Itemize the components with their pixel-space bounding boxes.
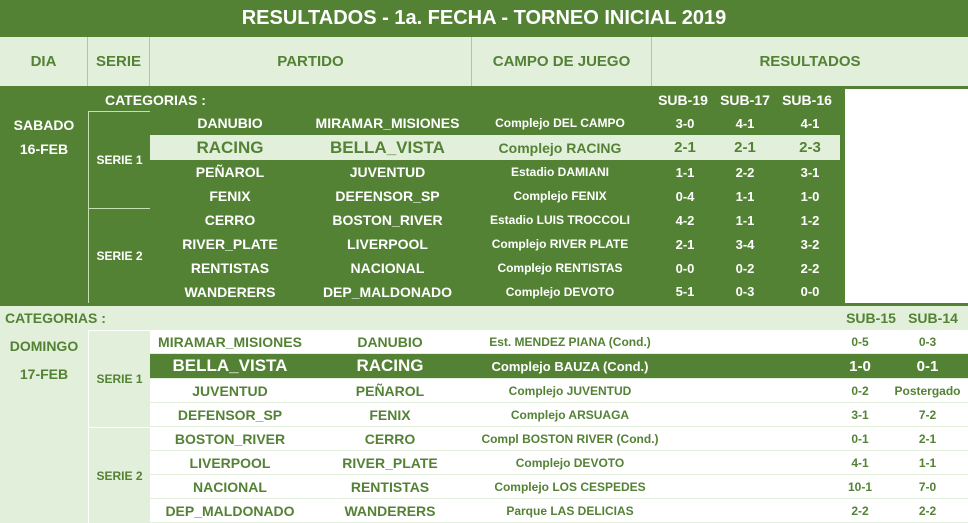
match-r2: 7-2: [918, 407, 937, 422]
match-r1: 0-1: [851, 431, 869, 446]
day1-serie1: SERIE 1: [88, 111, 150, 208]
day1-day: SABADO: [13, 117, 75, 133]
day1-day-cell: [0, 111, 88, 303]
match-r2: 0-1: [916, 357, 939, 375]
day1-category-3: SUB-16: [782, 92, 832, 108]
day2-match-row: [150, 403, 968, 427]
match-r1: 0-0: [675, 260, 695, 276]
match-field: Est. MENDEZ PIANA (Cond.): [489, 334, 651, 349]
match-field: Complejo RIVER PLATE: [491, 237, 629, 251]
match-away: BELLA_VISTA: [330, 137, 445, 157]
match-r2: 3-4: [735, 236, 755, 252]
match-home: RIVER_PLATE: [182, 236, 278, 252]
day2-match-row: [150, 354, 968, 379]
match-away: MIRAMAR_MISIONES: [315, 115, 460, 131]
match-field: Complejo JUVENTUD: [508, 383, 632, 398]
match-home: CERRO: [204, 212, 256, 228]
match-r1: 5-1: [675, 284, 695, 299]
day1-category-1: SUB-19: [658, 92, 708, 108]
day2-date: 17-FEB: [19, 366, 69, 382]
match-r2: 2-2: [735, 164, 755, 180]
match-field: Parque LAS DELICIAS: [506, 503, 634, 518]
match-home: LIVERPOOL: [189, 454, 271, 471]
day2-match-row: [150, 475, 968, 499]
match-r3: 2-3: [799, 139, 821, 156]
page-title: RESULTADOS - 1a. FECHA - TORNEO INICIAL 2019: [0, 0, 968, 37]
day1-match-row: [150, 111, 845, 135]
day1-match-row: [150, 160, 845, 184]
match-r3: 3-2: [800, 236, 820, 252]
match-field: Complejo DEVOTO: [515, 455, 625, 470]
match-r1: 0-4: [675, 188, 695, 204]
match-home: JUVENTUD: [192, 382, 268, 399]
match-away: NACIONAL: [350, 260, 425, 276]
day2-category-2: SUB-14: [908, 310, 958, 326]
match-away: DANUBIO: [357, 333, 423, 350]
match-r2: 2-2: [918, 503, 937, 518]
match-r2: 2-1: [734, 139, 756, 156]
day1-match-row: [150, 280, 845, 303]
match-r2: 1-1: [918, 455, 937, 470]
match-r1: 0-5: [851, 334, 869, 349]
day1-date: 16-FEB: [19, 141, 69, 157]
match-away: FENIX: [369, 406, 411, 423]
match-r3: 2-2: [800, 260, 820, 276]
match-r3: 0-0: [800, 284, 820, 299]
match-field: Complejo ARSUAGA: [510, 407, 630, 422]
match-home: DEP_MALDONADO: [165, 502, 295, 519]
day2-match-row: [150, 330, 968, 354]
match-r1: 2-1: [675, 236, 695, 252]
match-home: DEFENSOR_SP: [177, 406, 283, 423]
day2-match-row: [150, 451, 968, 475]
day2-serie2: SERIE 2: [88, 427, 150, 523]
match-field: Complejo DEL CAMPO: [495, 116, 625, 130]
match-r1: 3-1: [851, 407, 869, 422]
day2-match-row: [150, 379, 968, 403]
match-r2: 4-1: [735, 115, 755, 131]
match-away: RIVER_PLATE: [342, 454, 438, 471]
match-r2: 1-1: [735, 212, 755, 228]
match-home: DANUBIO: [197, 115, 263, 131]
match-away: LIVERPOOL: [347, 236, 428, 252]
match-field: Complejo BAUZA (Cond.): [491, 358, 649, 374]
match-r1: 2-2: [851, 503, 869, 518]
day1-match-row: [150, 256, 845, 280]
match-home: BOSTON_RIVER: [174, 430, 286, 447]
day2-day-cell: [0, 330, 88, 523]
match-field: Complejo RACING: [498, 139, 622, 156]
match-field: Complejo RENTISTAS: [497, 261, 623, 275]
day2-category-1: SUB-15: [846, 310, 896, 326]
match-r2: 2-1: [918, 431, 937, 446]
match-away: DEFENSOR_SP: [335, 188, 440, 204]
match-r1: 4-2: [675, 212, 695, 228]
match-r1: 10-1: [847, 479, 873, 494]
header-dia: DIA: [0, 37, 88, 86]
day1-match-row: [150, 208, 845, 232]
match-field: Complejo DEVOTO: [505, 284, 615, 299]
match-field: Estadio LUIS TROCCOLI: [489, 213, 630, 227]
day1-match-row: [150, 135, 840, 160]
match-home: WANDERERS: [184, 283, 276, 300]
match-home: FENIX: [209, 188, 251, 204]
match-field: Complejo FENIX: [513, 189, 607, 203]
match-away: DEP_MALDONADO: [322, 283, 453, 300]
match-field: Compl BOSTON RIVER (Cond.): [481, 431, 659, 446]
day2-match-row: [150, 499, 968, 523]
match-away: RACING: [356, 356, 424, 375]
match-r3: 1-0: [800, 188, 820, 204]
day1-serie2: SERIE 2: [88, 208, 150, 303]
match-r1: 4-1: [851, 455, 869, 470]
day1-match-row: [150, 232, 845, 256]
match-home: RACING: [196, 137, 264, 157]
header-partido: PARTIDO: [150, 37, 472, 86]
day2-categories-label: CATEGORIAS :: [5, 310, 106, 326]
day2-serie1: SERIE 1: [88, 330, 150, 427]
match-r1: 0-2: [851, 383, 869, 398]
match-home: BELLA_VISTA: [172, 356, 288, 375]
day1-category-2: SUB-17: [720, 92, 770, 108]
match-away: PEÑAROL: [355, 382, 425, 399]
match-home: NACIONAL: [193, 478, 267, 495]
match-r1: 2-1: [674, 139, 696, 156]
day1-match-row: [150, 184, 845, 208]
header-resultados: RESULTADOS: [652, 37, 968, 86]
day2-day: DOMINGO: [9, 338, 79, 354]
match-r2: 7-0: [918, 479, 937, 494]
match-r3: 4-1: [800, 115, 820, 131]
match-r3: 1-2: [800, 212, 820, 228]
header-campo: CAMPO DE JUEGO: [472, 37, 652, 86]
match-away: CERRO: [364, 430, 416, 447]
match-r2: 0-2: [735, 260, 755, 276]
match-home: PEÑAROL: [195, 164, 265, 180]
match-r2: 0-3: [918, 334, 937, 349]
match-field: Estadio DAMIANI: [510, 165, 609, 179]
match-r2: 0-3: [735, 284, 755, 299]
match-home: MIRAMAR_MISIONES: [158, 333, 302, 350]
match-r2: Postergado: [894, 383, 961, 398]
match-away: WANDERERS: [344, 502, 436, 519]
match-r1: 3-0: [675, 115, 695, 131]
match-r3: 3-1: [800, 164, 820, 180]
match-r1: 1-1: [675, 164, 695, 180]
match-home: RENTISTAS: [190, 260, 270, 276]
day1-categories-label: CATEGORIAS :: [105, 92, 206, 108]
match-r2: 1-1: [735, 188, 755, 204]
match-away: RENTISTAS: [350, 478, 430, 495]
day2-match-row: [150, 427, 968, 451]
match-field: Complejo LOS CESPEDES: [494, 479, 646, 494]
match-away: JUVENTUD: [349, 164, 426, 180]
match-r1: 1-0: [849, 357, 871, 375]
match-away: BOSTON_RIVER: [332, 212, 443, 228]
header-serie: SERIE: [88, 37, 150, 86]
